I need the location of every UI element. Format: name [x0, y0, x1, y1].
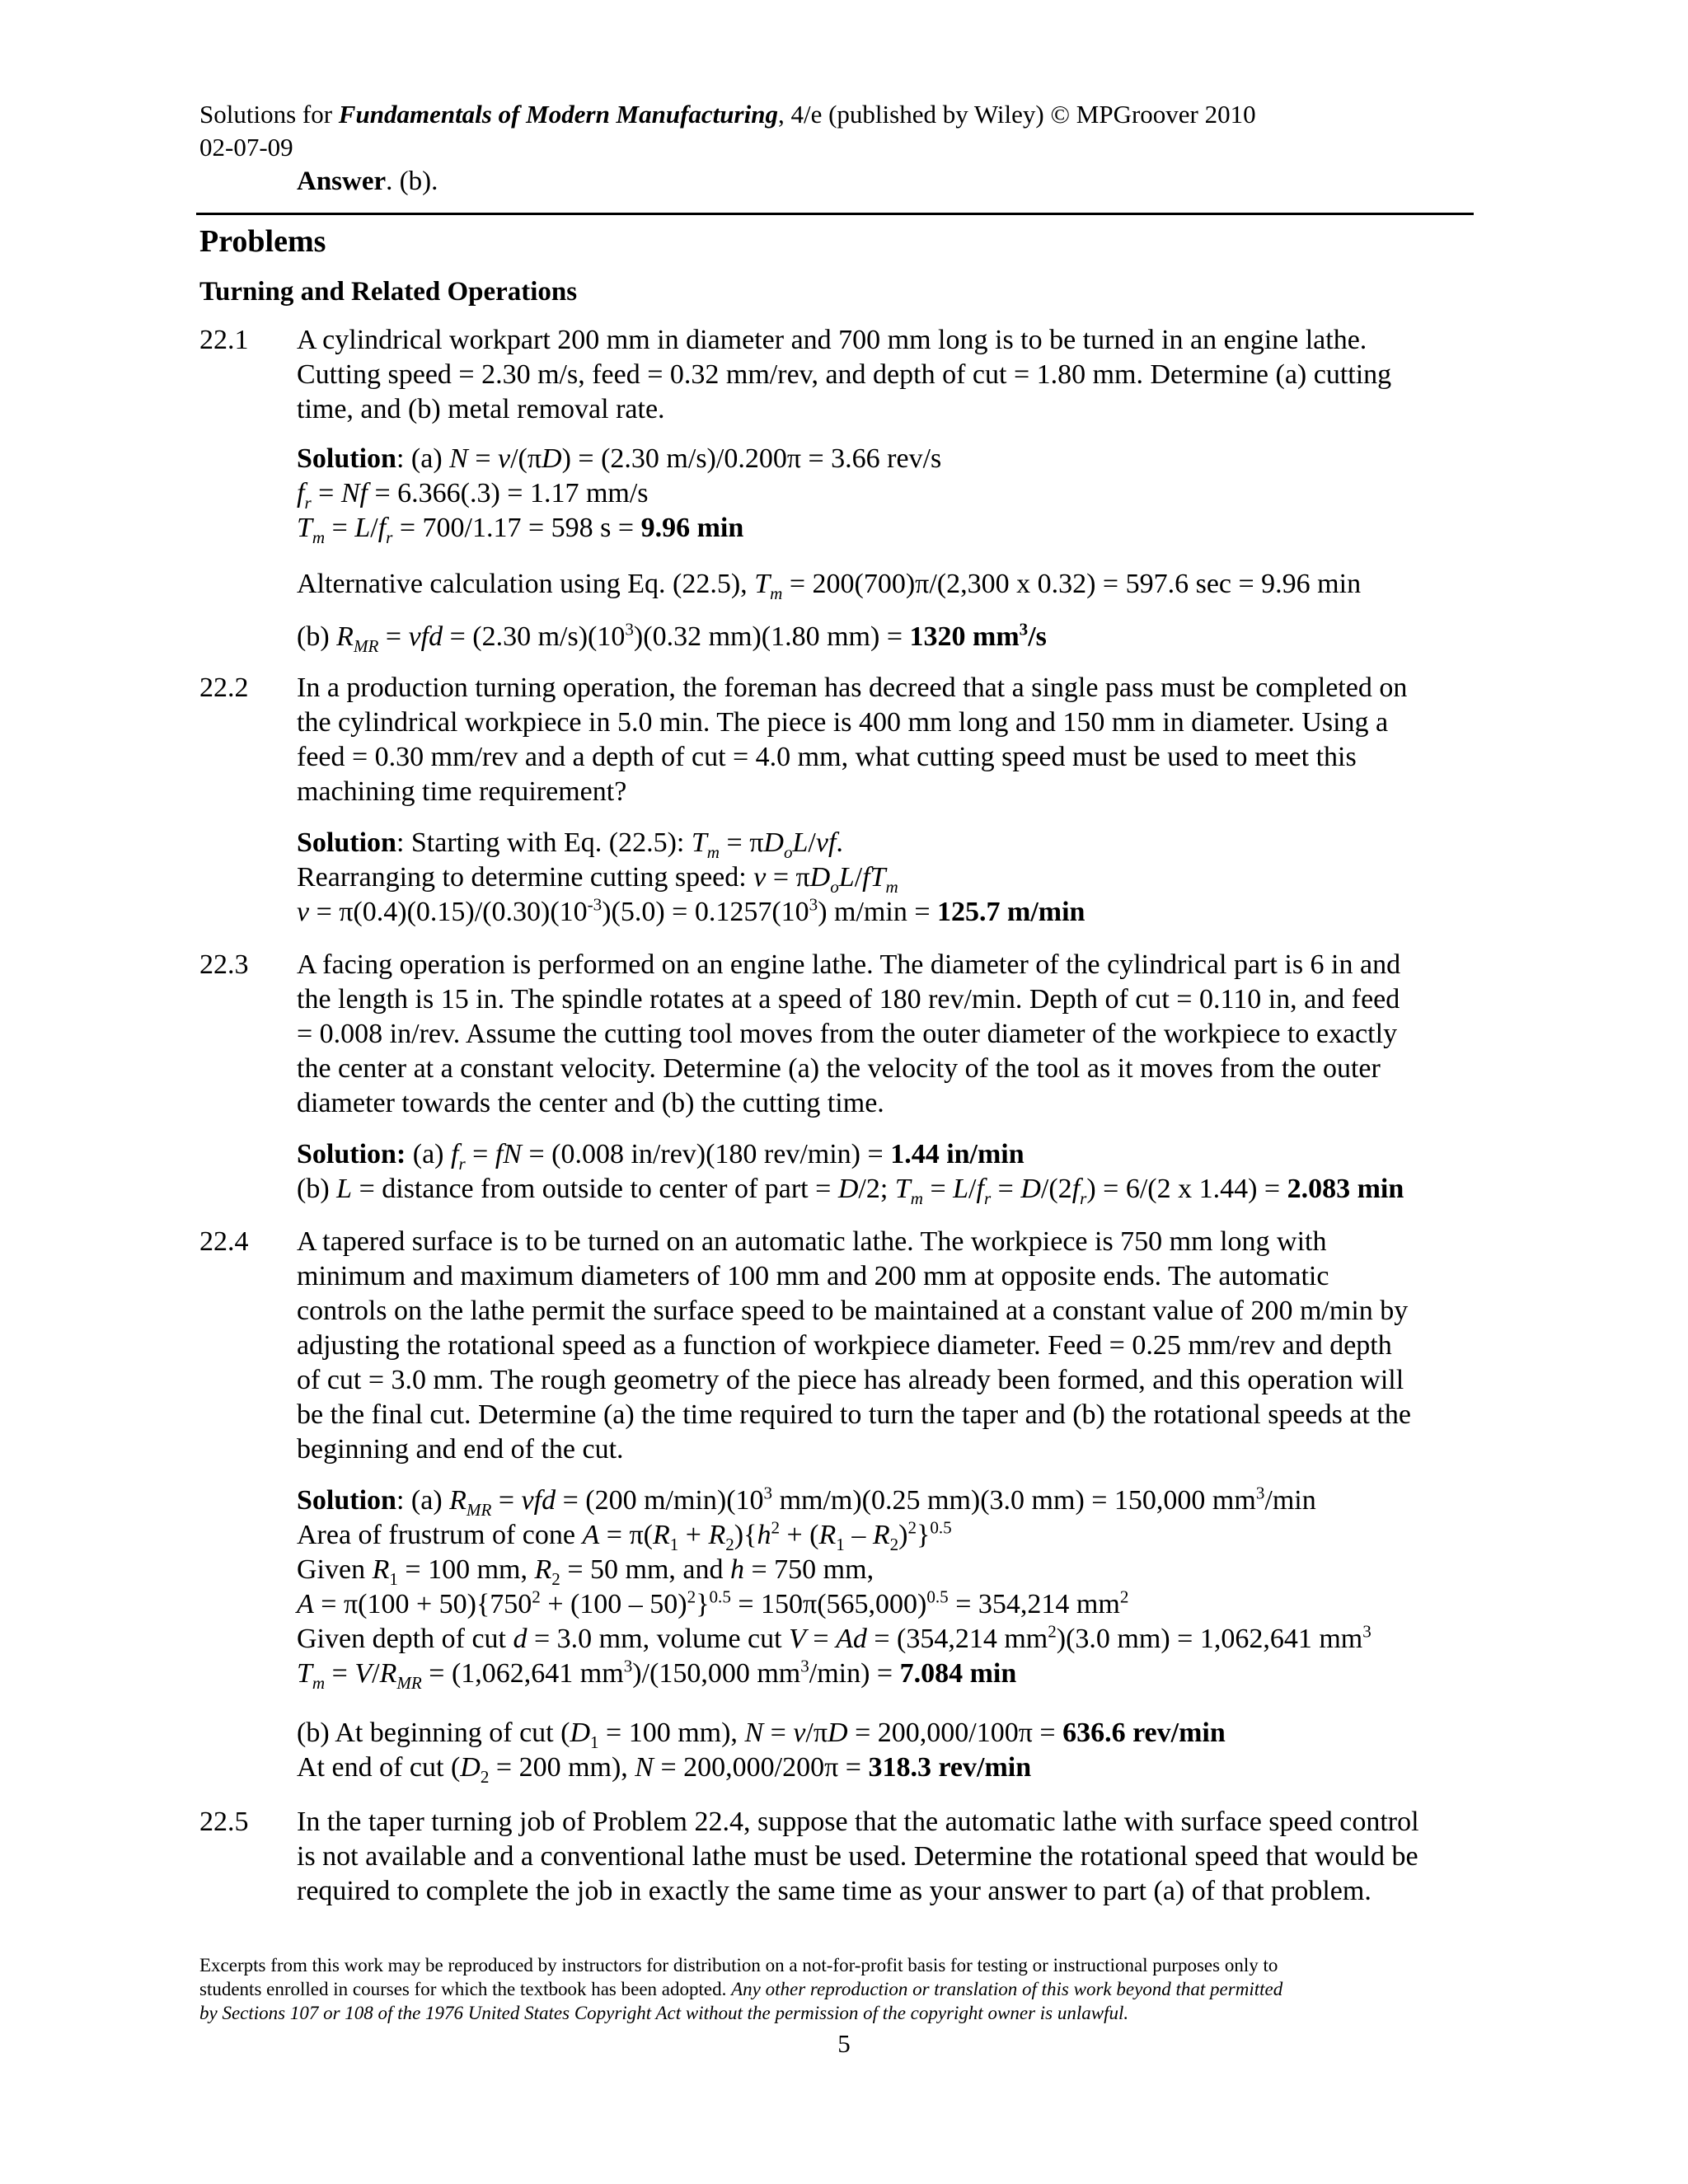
header-date: 02-07-09	[199, 133, 293, 162]
answer-value: 636.6 rev/min	[1062, 1718, 1226, 1748]
problem-number: 22.3	[199, 949, 249, 980]
section-divider	[196, 213, 1474, 215]
problem-statement: A cylindrical workpart 200 mm in diameter and 700 mm long is to be turned in an engine lathe. Cutting speed = 2.30 m/s, feed = 0.32 mm/rev, and depth of cut = 1.80 mm. Determine (a) cutting time, and (b) metal removal rate.	[297, 325, 1392, 424]
problem-statement: A tapered surface is to be turned on an automatic lathe. The workpiece is 750 mm long with minimum and maximum diameters of 100 mm and 200 mm at opposite ends. The automatic controls on the lathe permit the surface speed to be maintained at a constant value of 200 m/min by adjusting the rotational speed as a function of workpiece diameter. Feed = 0.25 mm/rev and depth of cut = 3.0 mm. The rough geometry of the piece has already been formed, and this operation will be the final cut. Determine (a) the time required to turn the taper and (b) the rotational speeds at the beginning and end of the cut.	[297, 1226, 1411, 1465]
subsection-heading-turning: Turning and Related Operations	[199, 277, 578, 307]
copyright-footer: Excerpts from this work may be reproduced by instructors for distribution on a not-for-profit basis for testing or instructional purposes only to students enrolled in courses for which the textbook has been adopted. Any other reproduction or translation of this work beyond that permitted by Sections 107 or 108 of the 1976 United States Copyright Act without the permission of the copyright owner is unlawful.	[199, 1955, 1283, 2023]
problem-number: 22.2	[199, 673, 249, 703]
solution-block: Solution: Starting with Eq. (22.5): $T_m = \pi D_oL/vf$. Rearranging to determine cutting speed: $v = \pi D_oL/fT_m$ $v = \pi(0.4)(0.15)/(0.30)(10^{-3})(5.0) = 0.1257(10^3) m/\min = 125.7$ m/min	[297, 827, 1085, 927]
problem-number: 22.4	[199, 1226, 249, 1257]
solution-alt: Alternative calculation using Eq. (22.5), $T_m = 200(700)\pi/(2,300$ x 0.32) = 597.6 sec = 9.96 min	[297, 569, 1362, 603]
section-heading-problems: Problems	[199, 224, 326, 259]
answer-value: 1.44 in/min	[890, 1139, 1025, 1169]
problem-statement: A facing operation is performed on an engine lathe. The diameter of the cylindrical part is 6 in and the length is 15 in. The spindle rotates at a speed of 180 rev/min. Depth of cut = 0.110 in, and feed = 0.008 in/rev. Assume the cutting tool moves from the outer diameter of the workpiece to exactly the center at a constant velocity. Determine (a) the velocity of the tool as it moves from the outer diameter towards the center and (b) the cutting time.	[297, 949, 1401, 1118]
problem-statement: In a production turning operation, the foreman has decreed that a single pass must be completed on the cylindrical workpiece in 5.0 min. The piece is 400 mm long and 150 mm in diameter. Using a feed = 0.30 mm/rev and a depth of cut = 4.0 mm, what cutting speed must be used to meet this machining time requirement?	[297, 673, 1408, 807]
previous-answer: Answer. (b).	[297, 166, 438, 196]
answer-value: 1320 $mm^3/s$	[909, 619, 1047, 652]
answer-value: 9.96 min	[640, 513, 744, 543]
answer-value: 7.084 min	[899, 1658, 1017, 1689]
answer-value: 318.3 rev/min	[868, 1752, 1032, 1783]
answer-value: 125.7 m/min	[937, 897, 1085, 927]
solution-block: Solution: (a) $R_{MR}$ = vfd = (200 $m/\min)(10^3$ mm/m)(0.25 mm)(3.0 mm) = 150,000 $mm^3/\min$ Area of frustrum of cone $A = \pi(R_1 + R_2)\{h^2 + (R_1 - R_2)^2\}^{0.5}$ Given $R_1 = 100$ mm, $R_2 = 50$ mm, and h = 750 mm, $A = \pi(100 + 50)\{750^2 + (100 - 50)^2\}^{0.5} = 150\pi(565,000)^{0.5} = 354,214$ $mm^2$ Given depth of cut d = 3.0 mm, volume cut V = Ad = (354,214 $mm^2)(3.0$ mm) = 1,062,641 $mm^3$ $T_m = V/R_{MR} = (1,062,641$ $mm^3)/(150,000$ $mm^3/\min) = 7.084$ min	[297, 1483, 1372, 1693]
solution-part-b: (b) $R_{MR}$ = vfd = (2.30 $m/s)(10^3)(0.32$ mm)(1.80 mm) = 1320 $mm^3/s$	[297, 619, 1047, 656]
solution-block: Solution: (a) N = v/(πD) = (2.30 m/s)/0.200π = 3.66 rev/s $f_r = Nf = 6.366(.3) = 1.17$ mm/s $T_m = L/f_r = 700/1.17 = 598$ s = 9.96 min	[297, 443, 942, 547]
running-header: Solutions for Fundamentals of Modern Manufacturing, 4/e (published by Wiley) © MPGroover 2010	[199, 100, 1256, 129]
page-number: 5	[837, 2029, 851, 2058]
solution-block: Solution: (a) $f_r$ = fN = (0.008 in/rev)(180 rev/min) = 1.44 in/min (b) L = distance from outside to center of part = D/2; $T_m = L/f_r = D/(2f_r) = 6/(2$ x 1.44) = 2.083 min	[297, 1139, 1404, 1208]
answer-value: 2.083 min	[1287, 1174, 1404, 1204]
problem-number: 22.1	[199, 325, 249, 355]
problem-number: 22.5	[199, 1807, 249, 1837]
book-title: Fundamentals of Modern Manufacturing	[338, 100, 778, 129]
problem-statement: In the taper turning job of Problem 22.4, suppose that the automatic lathe with surface speed control is not available and a conventional lathe must be used. Determine the rotational speed that would be required to complete the job in exactly the same time as your answer to part (a) of that problem.	[297, 1807, 1419, 1906]
solution-part-b: (b) At beginning of cut ($D_1 = 100$ mm), N = v/πD = 200,000/100π = 636.6 rev/min At end of cut ($D_2 = 200$ mm), N = 200,000/200π = 318.3 rev/min	[297, 1718, 1226, 1787]
